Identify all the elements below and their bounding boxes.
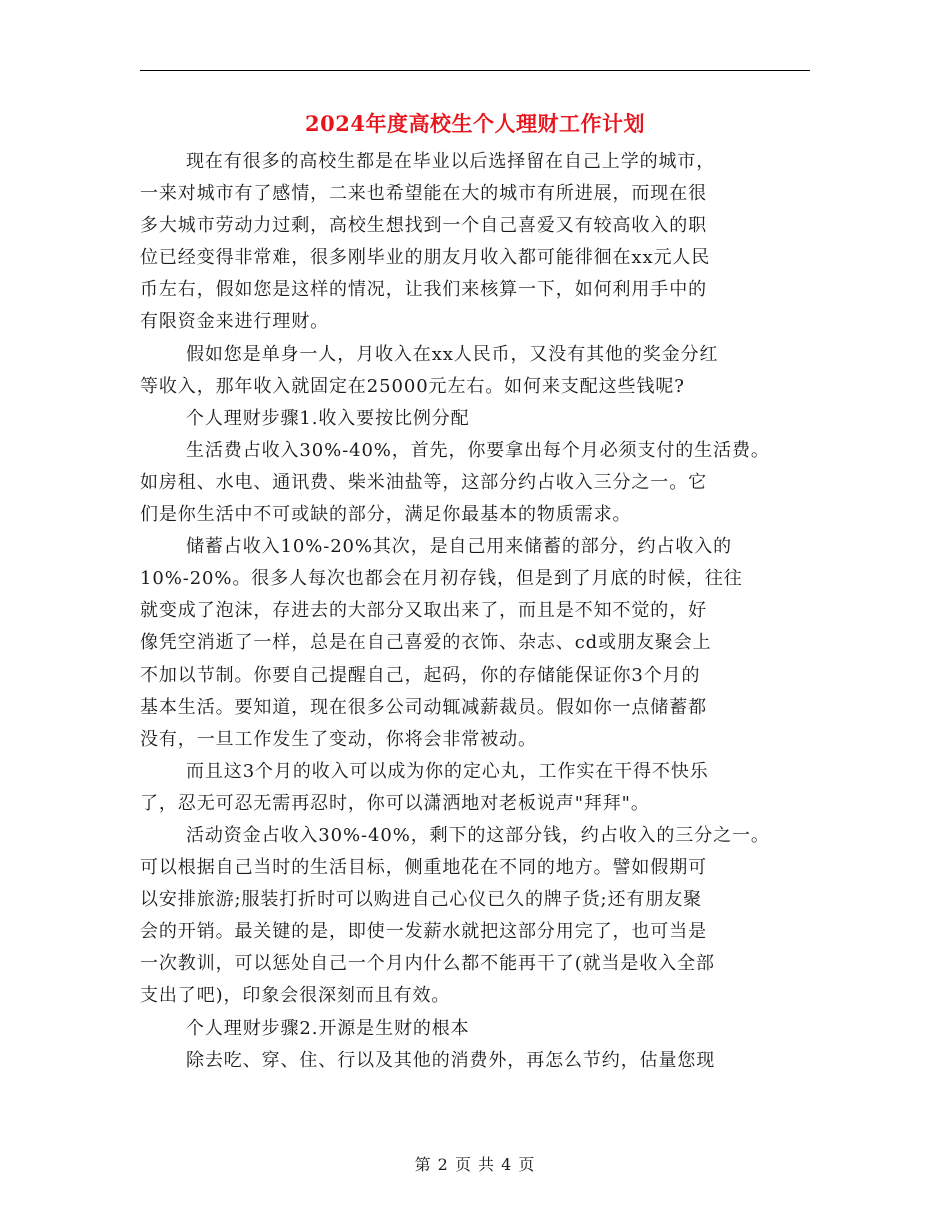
- text-line: 储蓄占收入10%-20%其次，是自己用来储蓄的部分，约占收入的: [186, 536, 732, 558]
- text-line: 个人理财步骤2.开源是生财的根本: [186, 1017, 470, 1039]
- text-line: 一来对城市有了感情，二来也希望能在大的城市有所进展，而现在很: [140, 183, 707, 205]
- text-line: 就变成了泡沫，存进去的大部分又取出来了，而且是不知不觉的，好: [140, 600, 707, 622]
- page-footer: 第 2 页 共 4 页: [414, 1155, 536, 1174]
- text-line: 多大城市劳动力过剩，高校生想找到一个自己喜爱又有较高收入的职: [140, 215, 707, 237]
- text-line: 位已经变得非常难，很多刚毕业的朋友月收入都可能徘徊在xx元人民: [140, 247, 711, 269]
- text-line: 可以根据自己当时的生活目标，侧重地花在不同的地方。譬如假期可: [140, 857, 707, 879]
- text-line: 会的开销。最关键的是，即使一发薪水就把这部分用完了，也可当是: [140, 921, 707, 943]
- document-title: 2024年度高校生个人理财工作计划: [305, 111, 645, 136]
- text-line: 们是你生活中不可或缺的部分，满足你最基本的物质需求。: [140, 504, 632, 526]
- text-line: 除去吃、穿、住、行以及其他的消费外，再怎么节约，估量您现: [186, 1049, 716, 1071]
- text-line: 没有，一旦工作发生了变动，你将会非常被动。: [140, 728, 537, 750]
- text-line: 假如您是单身一人，月收入在xx人民币，又没有其他的奖金分红: [186, 343, 719, 365]
- text-line: 有限资金来进行理财。: [140, 311, 329, 333]
- header-rule: [140, 70, 810, 71]
- text-line: 了，忍无可忍无需再忍时，你可以潇洒地对老板说声"拜拜"。: [140, 792, 650, 814]
- text-line: 个人理财步骤1.收入要按比例分配: [186, 407, 470, 429]
- text-line: 像凭空消逝了一样，总是在自己喜爱的衣饰、杂志、cd或朋友聚会上: [140, 632, 712, 654]
- text-line: 而且这3个月的收入可以成为你的定心丸，工作实在干得不快乐: [186, 760, 709, 782]
- text-line: 支出了吧)，印象会很深刻而且有效。: [140, 985, 451, 1007]
- text-line: 一次教训，可以惩处自己一个月内什么都不能再干了(就当是收入全部: [140, 953, 715, 975]
- text-line: 活动资金占收入30%-40%，剩下的这部分钱，约占收入的三分之一。: [186, 824, 770, 846]
- text-line: 币左右，假如您是这样的情况，让我们来核算一下，如何利用手中的: [140, 279, 707, 301]
- text-line: 以安排旅游;服装打折时可以购进自己心仪已久的牌子货;还有朋友聚: [140, 889, 703, 911]
- text-line: 生活费占收入30%-40%，首先，你要拿出每个月必须支付的生活费。: [186, 439, 770, 461]
- text-line: 现在有很多的高校生都是在毕业以后选择留在自己上学的城市，: [186, 151, 716, 172]
- text-line: 不加以节制。你要自己提醒自己，起码，你的存储能保证你3个月的: [140, 664, 701, 686]
- document-body: [140, 146, 820, 1077]
- text-line: 等收入，那年收入就固定在25000元左右。如何来支配这些钱呢?: [140, 375, 685, 397]
- text-line: 10%-20%。很多人每次也都会在月初存钱，但是到了月底的时候，往往: [140, 568, 743, 590]
- text-line: 如房租、水电、通讯费、柴米油盐等，这部分约占收入三分之一。它: [140, 471, 707, 493]
- text-line: 基本生活。要知道，现在很多公司动辄减薪裁员。假如你一点储蓄都: [140, 696, 707, 718]
